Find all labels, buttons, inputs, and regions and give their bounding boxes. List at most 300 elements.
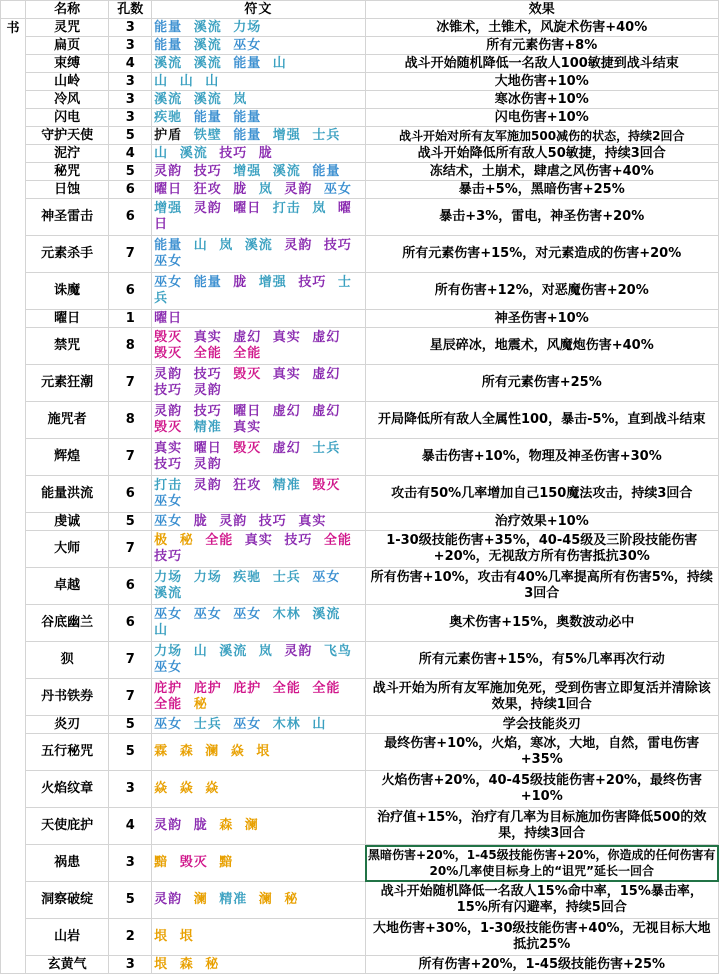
table-row (1, 181, 719, 199)
holes-cell[interactable]: 3 (109, 956, 152, 974)
name-cell[interactable]: 日蚀 (25, 181, 108, 199)
table-row (1, 127, 719, 145)
rune-label: 疾驰 (154, 109, 183, 125)
runes-cell[interactable] (152, 91, 365, 109)
rune-label: 力场 (154, 570, 183, 585)
name-cell[interactable]: 秘咒 (25, 163, 108, 181)
rune-label: 能量 (154, 238, 183, 253)
effect-cell[interactable]: 战斗开始为所有友军施加免死，受到伤害立即复活并清除该效果，持续1回合 (365, 679, 719, 716)
holes-cell[interactable]: 8 (109, 328, 152, 365)
header-effect[interactable]: 效果 (365, 1, 719, 19)
table-row (1, 679, 719, 716)
runes-cell[interactable] (152, 199, 365, 236)
name-cell[interactable]: 元素狂潮 (25, 365, 108, 402)
rune-label: 能量 (193, 275, 222, 290)
rune-label: 技巧 (258, 513, 287, 529)
header-runes[interactable]: 符文 (152, 1, 365, 19)
rune-label: 曜日 (193, 441, 222, 456)
runes-cell[interactable] (152, 531, 365, 568)
holes-cell[interactable]: 6 (109, 273, 152, 310)
rune-label: 巫女 (154, 494, 183, 509)
rune-label: 技巧 (193, 404, 222, 419)
rune-label: 山 (193, 644, 208, 659)
table-row (1, 19, 719, 37)
table-row (1, 642, 719, 679)
effect-cell[interactable]: 战斗开始随机降低一名敌人15%命中率，15%暴击率，15%所有闪避率，持续5回合 (365, 882, 719, 919)
rune-label: 技巧 (284, 533, 313, 548)
rune-label: 溪流 (179, 145, 208, 161)
effect-cell[interactable]: 大地伤害+30%，1-30级技能伤害+40%，无视目标大地抵抗25% (365, 919, 719, 956)
rune-label: 巫女 (154, 660, 183, 675)
rune-label: 垠 (256, 744, 271, 759)
holes-cell[interactable]: 5 (109, 716, 152, 734)
holes-cell[interactable]: 8 (109, 402, 152, 439)
effect-cell[interactable]: 奥术伤害+15%，奥数波动必中 (365, 605, 719, 642)
holes-cell[interactable]: 6 (109, 605, 152, 642)
rune-label: 灵韵 (193, 457, 222, 472)
effect-cell[interactable]: 战斗开始降低所有敌人50敏捷，持续3回合 (365, 145, 719, 163)
name-cell[interactable]: 大师 (25, 531, 108, 568)
rune-label: 全能 (272, 681, 301, 696)
rune-label: 灵韵 (154, 367, 183, 382)
effect-cell[interactable]: 治疗效果+10% (365, 513, 719, 531)
effect-cell[interactable]: 战斗开始随机降低一名敌人100敏捷到战斗结束 (365, 55, 719, 73)
rune-label: 护盾 (154, 127, 183, 143)
rune-label: 真实 (272, 367, 301, 382)
name-cell[interactable]: 禁咒 (25, 328, 108, 365)
rune-label: 巫女 (233, 607, 262, 622)
table-row (1, 163, 719, 181)
effect-cell[interactable]: 最终伤害+10%，火焰，寒冰，大地，自然，雷电伤害+35% (365, 734, 719, 771)
rune-label: 溪流 (272, 163, 301, 179)
runes-cell[interactable] (152, 845, 365, 882)
table-row (1, 956, 719, 974)
holes-cell[interactable]: 2 (109, 919, 152, 956)
header-blank-cell[interactable] (1, 1, 26, 19)
runes-cell[interactable] (152, 808, 365, 845)
rune-label: 全能 (233, 346, 262, 361)
holes-cell[interactable]: 7 (109, 365, 152, 402)
table-row (1, 439, 719, 476)
rune-label: 士兵 (312, 441, 341, 456)
rune-label: 灵韵 (154, 163, 183, 179)
rune-label: 技巧 (154, 457, 183, 472)
rune-label: 打击 (154, 478, 183, 493)
rune-label: 技巧 (193, 163, 222, 179)
rune-label: 黯 (219, 855, 234, 870)
runes-cell[interactable] (152, 127, 365, 145)
runes-cell[interactable] (152, 145, 365, 163)
rune-label: 曜日 (233, 201, 262, 216)
holes-cell[interactable]: 7 (109, 439, 152, 476)
effect-cell[interactable]: 暴击+3%，雷电，神圣伤害+20% (365, 199, 719, 236)
name-cell[interactable]: 束缚 (25, 55, 108, 73)
runes-cell[interactable] (152, 181, 365, 199)
table-row (1, 605, 719, 642)
rune-label: 曜日 (233, 404, 262, 419)
holes-cell[interactable]: 5 (109, 882, 152, 919)
runes-cell[interactable] (152, 568, 365, 605)
holes-cell[interactable]: 7 (109, 236, 152, 273)
rune-label: 能量 (233, 109, 262, 125)
holes-cell[interactable]: 6 (109, 181, 152, 199)
rune-label: 溪流 (193, 55, 222, 71)
name-cell[interactable]: 天使庇护 (25, 808, 108, 845)
runes-cell[interactable] (152, 163, 365, 181)
table-row (1, 919, 719, 956)
table-row (1, 273, 719, 310)
name-cell[interactable]: 火焰纹章 (25, 771, 108, 808)
holes-cell[interactable]: 4 (109, 808, 152, 845)
name-cell[interactable]: 守护天使 (25, 127, 108, 145)
rune-label: 黯 (154, 855, 169, 870)
rune-label: 力场 (154, 644, 183, 659)
effect-cell[interactable]: 所有伤害+20%，1-45级技能伤害+25% (365, 956, 719, 974)
name-cell[interactable]: 泥泞 (25, 145, 108, 163)
effect-cell[interactable]: 暴击+5%，黑暗伤害+25% (365, 181, 719, 199)
rune-label: 巫女 (323, 181, 352, 197)
effect-cell[interactable]: 暴击伤害+10%，物理及神圣伤害+30% (365, 439, 719, 476)
holes-cell[interactable]: 1 (109, 310, 152, 328)
rune-label: 飞鸟 (323, 644, 352, 659)
rune-label: 霖 (154, 744, 169, 759)
name-cell[interactable]: 山岩 (25, 919, 108, 956)
effect-cell[interactable]: 大地伤害+10% (365, 73, 719, 91)
runes-cell[interactable] (152, 734, 365, 771)
table-row (1, 845, 719, 882)
rune-label: 森 (179, 956, 194, 972)
rune-label: 灵韵 (284, 238, 313, 253)
rune-label: 溪流 (312, 607, 341, 622)
runes-cell[interactable] (152, 236, 365, 273)
rune-label: 山 (193, 238, 208, 253)
rune-label: 增强 (233, 163, 262, 179)
effect-cell[interactable]: 冰锥术，土锥术，风旋术伤害+40% (365, 19, 719, 37)
rune-label: 能量 (233, 55, 262, 71)
table-row (1, 531, 719, 568)
rune-label: 岚 (219, 238, 234, 253)
effect-cell[interactable]: 战斗开始对所有友军施加500减伤的状态，持续2回合 (365, 127, 719, 145)
holes-cell[interactable]: 5 (109, 734, 152, 771)
rune-label: 秘 (205, 956, 220, 972)
rune-label: 虚幻 (272, 404, 301, 419)
rune-label: 溪流 (219, 644, 248, 659)
table-row (1, 808, 719, 845)
rune-label: 巫女 (154, 254, 183, 269)
rune-label: 力场 (233, 19, 262, 35)
runes-cell[interactable] (152, 310, 365, 328)
runes-cell[interactable] (152, 476, 365, 513)
runes-cell[interactable] (152, 365, 365, 402)
rune-label: 巫女 (154, 275, 183, 290)
table-row (1, 91, 719, 109)
holes-cell[interactable]: 5 (109, 163, 152, 181)
name-cell[interactable]: 丹书铁券 (25, 679, 108, 716)
holes-cell[interactable]: 3 (109, 37, 152, 55)
holes-cell[interactable]: 3 (109, 91, 152, 109)
rune-label: 岚 (233, 91, 248, 107)
rune-label: 增强 (154, 201, 183, 216)
name-cell[interactable]: 诛魔 (25, 273, 108, 310)
table-row (1, 771, 719, 808)
table-row (1, 513, 719, 531)
holes-cell[interactable]: 7 (109, 679, 152, 716)
rune-label: 山 (312, 716, 327, 732)
holes-cell[interactable]: 5 (109, 127, 152, 145)
effect-cell[interactable]: 闪电伤害+10% (365, 109, 719, 127)
runes-cell[interactable] (152, 37, 365, 55)
name-cell[interactable]: 狈 (25, 642, 108, 679)
runes-cell[interactable] (152, 771, 365, 808)
holes-cell[interactable]: 3 (109, 845, 152, 882)
rune-label: 毁灭 (233, 367, 262, 382)
rune-label: 澜 (258, 892, 273, 907)
table-row (1, 37, 719, 55)
rune-label: 巫女 (154, 513, 183, 529)
name-cell[interactable]: 卓越 (25, 568, 108, 605)
table-row (1, 716, 719, 734)
rune-label: 山 (154, 73, 169, 89)
name-cell[interactable]: 五行秘咒 (25, 734, 108, 771)
effect-cell-selected[interactable]: 黑暗伤害+20%，1-45级技能伤害+20%，你造成的任何伤害有20%几率使目标身上的“诅咒”延长一回合 (365, 845, 719, 882)
rune-label: 胧 (258, 145, 273, 161)
name-cell[interactable]: 神圣雷击 (25, 199, 108, 236)
rune-label: 木林 (272, 607, 301, 622)
name-cell[interactable]: 冷风 (25, 91, 108, 109)
rune-label: 灵韵 (154, 818, 183, 833)
rune-label: 全能 (154, 697, 183, 712)
effect-cell[interactable]: 开局降低所有敌人全属性100，暴击-5%，直到战斗结束 (365, 402, 719, 439)
rune-label: 垠 (154, 956, 169, 972)
rune-label: 能量 (312, 163, 341, 179)
rune-label: 全能 (193, 346, 222, 361)
rune-label: 曜日 (154, 310, 183, 326)
rune-label: 真实 (244, 533, 273, 548)
rune-label: 技巧 (323, 238, 352, 253)
rune-label: 灵韵 (193, 201, 222, 216)
rune-label: 巫女 (312, 570, 341, 585)
rune-label: 全能 (312, 681, 341, 696)
table-row (1, 109, 719, 127)
runes-cell[interactable] (152, 679, 365, 716)
table-row (1, 476, 719, 513)
rune-label: 能量 (233, 127, 262, 143)
rune-label: 岚 (258, 181, 273, 197)
runes-cell[interactable] (152, 55, 365, 73)
rune-label: 士兵 (272, 570, 301, 585)
rune-label: 森 (179, 744, 194, 759)
rune-label: 技巧 (298, 275, 327, 290)
rune-label: 焱 (154, 781, 169, 796)
rune-label: 真实 (193, 330, 222, 345)
rune-label: 焱 (230, 744, 245, 759)
runes-cell[interactable] (152, 642, 365, 679)
holes-cell[interactable]: 6 (109, 568, 152, 605)
rune-label: 山 (205, 73, 220, 89)
runes-cell[interactable] (152, 109, 365, 127)
rune-label: 森 (219, 818, 234, 833)
rune-label: 山 (154, 623, 169, 638)
rune-label: 力场 (193, 570, 222, 585)
rune-label: 山 (154, 145, 169, 161)
table-row (1, 145, 719, 163)
rune-label: 灵韵 (284, 181, 313, 197)
rune-label: 虚幻 (272, 441, 301, 456)
rune-label: 焱 (205, 781, 220, 796)
holes-cell[interactable]: 6 (109, 199, 152, 236)
name-cell[interactable]: 施咒者 (25, 402, 108, 439)
rune-label: 胧 (193, 818, 208, 833)
holes-cell[interactable]: 4 (109, 55, 152, 73)
name-cell[interactable]: 祸患 (25, 845, 108, 882)
rune-label: 溪流 (193, 19, 222, 35)
name-cell[interactable]: 灵咒 (25, 19, 108, 37)
runes-cell[interactable] (152, 19, 365, 37)
table-row (1, 236, 719, 273)
effect-cell[interactable]: 学会技能炎刃 (365, 716, 719, 734)
header-holes[interactable]: 孔数 (109, 1, 152, 19)
rune-label: 巫女 (233, 37, 262, 53)
holes-cell[interactable]: 3 (109, 771, 152, 808)
holes-cell[interactable]: 4 (109, 145, 152, 163)
effect-cell[interactable]: 1-30级技能伤害+35%，40-45级及三阶段技能伤害+20%，无视敌方所有伤害抵抗30% (365, 531, 719, 568)
name-cell[interactable]: 能量洪流 (25, 476, 108, 513)
runes-cell[interactable] (152, 439, 365, 476)
rune-label: 灵韵 (154, 404, 183, 419)
holes-cell[interactable]: 7 (109, 531, 152, 568)
name-cell[interactable]: 山岭 (25, 73, 108, 91)
effect-cell[interactable]: 所有伤害+12%，对恶魔伤害+20% (365, 273, 719, 310)
rune-label: 巫女 (193, 607, 222, 622)
rune-label: 巫女 (233, 716, 262, 732)
runes-cell[interactable] (152, 919, 365, 956)
rune-label: 毁灭 (312, 478, 341, 493)
table-row (1, 734, 719, 771)
rune-label: 岚 (258, 644, 273, 659)
name-cell[interactable]: 辉煌 (25, 439, 108, 476)
runes-cell[interactable] (152, 73, 365, 91)
runes-cell[interactable] (152, 328, 365, 365)
rune-label: 技巧 (219, 145, 248, 161)
rune-label: 极 (154, 533, 169, 548)
holes-cell[interactable]: 3 (109, 73, 152, 91)
rune-label: 虚幻 (312, 330, 341, 345)
table-row (1, 568, 719, 605)
name-cell[interactable]: 炎刃 (25, 716, 108, 734)
rune-label: 增强 (258, 275, 287, 290)
rune-label: 庇护 (193, 681, 222, 696)
name-cell[interactable]: 洞察破绽 (25, 882, 108, 919)
holes-cell[interactable]: 3 (109, 19, 152, 37)
effect-cell[interactable]: 星辰碎冰，地震术，风魔炮伤害+40% (365, 328, 719, 365)
header-name[interactable]: 名称 (25, 1, 108, 19)
holes-cell[interactable]: 7 (109, 642, 152, 679)
name-cell[interactable]: 闪电 (25, 109, 108, 127)
effect-cell[interactable]: 寒冰伤害+10% (365, 91, 719, 109)
table-row (1, 199, 719, 236)
effect-cell[interactable]: 所有元素伤害+15%，有5%几率再次行动 (365, 642, 719, 679)
name-cell[interactable]: 虔诚 (25, 513, 108, 531)
rune-label: 澜 (205, 744, 220, 759)
rune-label: 澜 (193, 892, 208, 907)
rune-label: 溪流 (154, 55, 183, 71)
name-cell[interactable]: 元素杀手 (25, 236, 108, 273)
rune-label: 狂攻 (233, 478, 262, 493)
rune-label: 能量 (154, 37, 183, 53)
header-row (1, 1, 719, 19)
runes-cell[interactable] (152, 716, 365, 734)
rune-label: 精准 (193, 420, 222, 435)
holes-cell[interactable]: 6 (109, 476, 152, 513)
rune-label: 溪流 (193, 91, 222, 107)
rune-label: 增强 (272, 127, 301, 143)
table-row (1, 882, 719, 919)
rune-label: 澜 (244, 818, 259, 833)
effect-cell[interactable]: 所有伤害+10%，攻击有40%几率提高所有伤害5%，持续3回合 (365, 568, 719, 605)
effect-cell[interactable]: 所有元素伤害+15%，对元素造成的伤害+20% (365, 236, 719, 273)
name-cell[interactable]: 玄黄气 (25, 956, 108, 974)
rune-label: 山 (179, 73, 194, 89)
effect-cell[interactable]: 火焰伤害+20%，40-45级技能伤害+20%，最终伤害+10% (365, 771, 719, 808)
rune-label: 真实 (272, 330, 301, 345)
rune-label: 秘 (193, 697, 208, 712)
rune-label: 能量 (154, 19, 183, 35)
rune-label: 溪流 (244, 238, 273, 253)
rune-label: 垠 (154, 929, 169, 944)
runes-cell[interactable] (152, 956, 365, 974)
rune-label: 灵韵 (219, 513, 248, 529)
effect-cell[interactable]: 攻击有50%几率增加自己150魔法攻击，持续3回合 (365, 476, 719, 513)
runes-cell[interactable] (152, 605, 365, 642)
runes-cell[interactable] (152, 882, 365, 919)
rune-label: 技巧 (154, 549, 183, 564)
rune-label: 曜日 (154, 201, 352, 232)
rune-label: 毁灭 (154, 420, 183, 435)
table-row (1, 55, 719, 73)
name-cell[interactable]: 谷底幽兰 (25, 605, 108, 642)
effect-cell[interactable]: 神圣伤害+10% (365, 310, 719, 328)
effect-cell[interactable]: 所有元素伤害+25% (365, 365, 719, 402)
rune-label: 技巧 (154, 383, 183, 398)
runes-cell[interactable] (152, 513, 365, 531)
rune-label: 巫女 (154, 607, 183, 622)
rune-label: 全能 (205, 533, 234, 548)
effect-cell[interactable]: 治疗值+15%，治疗有几率为目标施加伤害降低500的效果，持续3回合 (365, 808, 719, 845)
runes-cell[interactable] (152, 402, 365, 439)
table-row (1, 365, 719, 402)
rune-label: 虚幻 (312, 404, 341, 419)
effect-cell[interactable]: 冻结术，土崩术，肆虐之风伤害+40% (365, 163, 719, 181)
name-cell[interactable]: 曜日 (25, 310, 108, 328)
section-label-cell[interactable]: 书 (1, 19, 26, 974)
holes-cell[interactable]: 3 (109, 109, 152, 127)
rune-label: 庇护 (154, 681, 183, 696)
effect-cell[interactable]: 所有元素伤害+8% (365, 37, 719, 55)
rune-label: 虚幻 (233, 330, 262, 345)
name-cell[interactable]: 扁页 (25, 37, 108, 55)
table-row (1, 402, 719, 439)
rune-label: 巫女 (154, 716, 183, 732)
rune-label: 真实 (298, 513, 327, 529)
rune-label: 胧 (233, 181, 248, 197)
runes-cell[interactable] (152, 273, 365, 310)
rune-label: 铁壁 (193, 127, 222, 143)
rune-label: 山 (272, 55, 287, 71)
rune-label: 全能 (323, 533, 352, 548)
rune-label: 胧 (233, 275, 248, 290)
table-row (1, 328, 719, 365)
holes-cell[interactable]: 5 (109, 513, 152, 531)
